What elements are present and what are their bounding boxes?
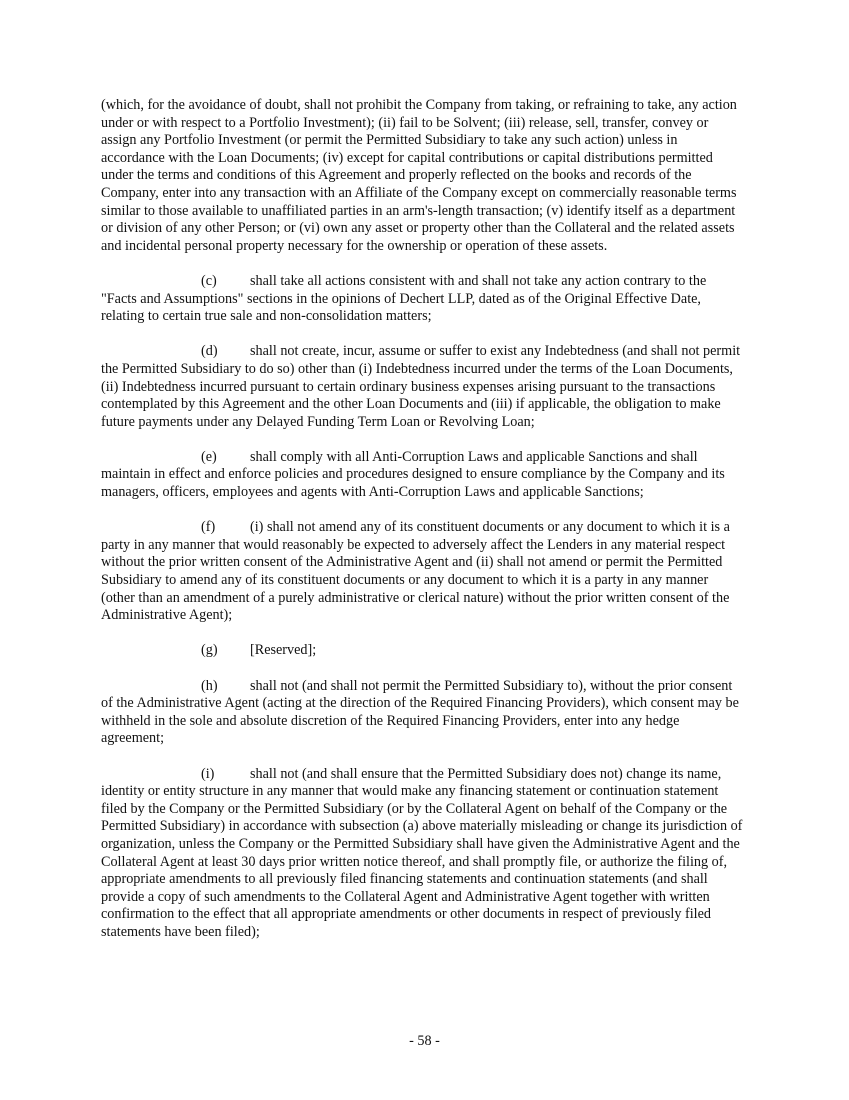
page-number: - 58 - xyxy=(409,1033,440,1049)
clause-label: (c) xyxy=(201,272,217,289)
clause-text: shall comply with all Anti-Corruption Laws and applicable Sanctions and shall maintain in effect and enforce policies and procedures designed to ensure compliance by the Company and its managers, officers, employees and agents with Anti-Corruption Laws and applicable Sanctions; xyxy=(101,448,725,501)
clause-text: shall take all actions consistent with and shall not take any action contrary to the "Facts and Assumptions" sections in the opinions of Dechert LLP, dated as of the Original Effective Date, relating to certain true sale and non-consolidation matters; xyxy=(101,272,707,325)
clause-label: (i) xyxy=(201,765,215,782)
clause-c xyxy=(101,273,744,326)
clause-text: [Reserved]; xyxy=(250,642,317,659)
document-body xyxy=(101,97,744,959)
clause-i xyxy=(101,766,744,942)
clause-g xyxy=(101,642,744,660)
clause-label: (f) xyxy=(201,519,216,536)
clause-label: (e) xyxy=(201,448,217,465)
clause-text: (i) shall not amend any of its constituent documents or any document to which it is a party in any manner that would reasonably be expected to adversely affect the Lenders in any material respect without the prior written consent of the Administrative Agent and (ii) shall not amend or permit the Permitted Subsidiary to amend any of its constituent documents or any document to which it is a party in any manner (other than an amendment of a purely administrative or clerical nature) without the prior written consent of the Administrative Agent); xyxy=(101,519,730,624)
clause-d xyxy=(101,343,744,431)
clause-text: shall not (and shall not permit the Permitted Subsidiary to), without the prior consent of the Administrative Agent (acting at the direction of the Required Financing Providers), which consent may be withheld in the sole and absolute discretion of the Required Financing Providers, enter into any hedge agreement; xyxy=(101,677,739,747)
clause-f xyxy=(101,519,744,625)
clause-h xyxy=(101,678,744,748)
clause-label: (d) xyxy=(201,343,218,360)
clause-text: shall not (and shall ensure that the Permitted Subsidiary does not) change its name, identity or entity structure in any manner that would make any financing statement or continuation statement filed by the Company or the Permitted Subsidiary (or by the Collateral Agent on behalf of the Company or the Permitted Subsidiary) in accordance with subsection (a) above materially misleading or change its jurisdiction of organization, unless the Company or the Permitted Subsidiary shall have given the Administrative Agent and the Collateral Agent at least 30 days prior written notice thereof, and shall promptly file, or authorize the filing of, appropriate amendments to all previously filed financing statements and continuation statements (and shall provide a copy of such amendments to the Collateral Agent and Administrative Agent together with written confirmation to the effect that all appropriate amendments or other documents in respect of previously filed statements have been filed); xyxy=(101,765,743,940)
clause-text: shall not create, incur, assume or suffer to exist any Indebtedness (and shall not permit the Permitted Subsidiary to do so) other than (i) Indebtedness incurred under the terms of the Loan Documents, (ii) Indebtedness incurred pursuant to certain ordinary business expenses arising pursuant to the transactions contemplated by this Agreement and the other Loan Documents and (iii) if applicable, the obligation to make future payments under any Delayed Funding Term Loan or Revolving Loan; xyxy=(101,343,741,430)
clause-e xyxy=(101,449,744,502)
clause-label: (h) xyxy=(201,677,218,694)
clause-label: (g) xyxy=(201,642,218,659)
intro-paragraph: (which, for the avoidance of doubt, shall not prohibit the Company from taking, or refraining to take, any action under or with respect to a Portfolio Investment); (ii) fail to be Solvent; (iii) release, sell, transfer, convey or assign any Portfolio Investment (or permit the Permitted Subsidiary to take any such action) unless in accordance with the Loan Documents; (iv) except for capital contributions or capital distributions permitted under the terms and conditions of this Agreement and properly reflected on the books and records of the Company, enter into any transaction with an Affiliate of the Company except on commercially reasonable terms similar to those available to unaffiliated parties in an arm's-length transaction; (v) identify itself as a department or division of any other Person; or (vi) own any asset or property other than the Collateral and the related assets and incidental personal property necessary for the ownership or operation of these assets. xyxy=(101,97,737,254)
